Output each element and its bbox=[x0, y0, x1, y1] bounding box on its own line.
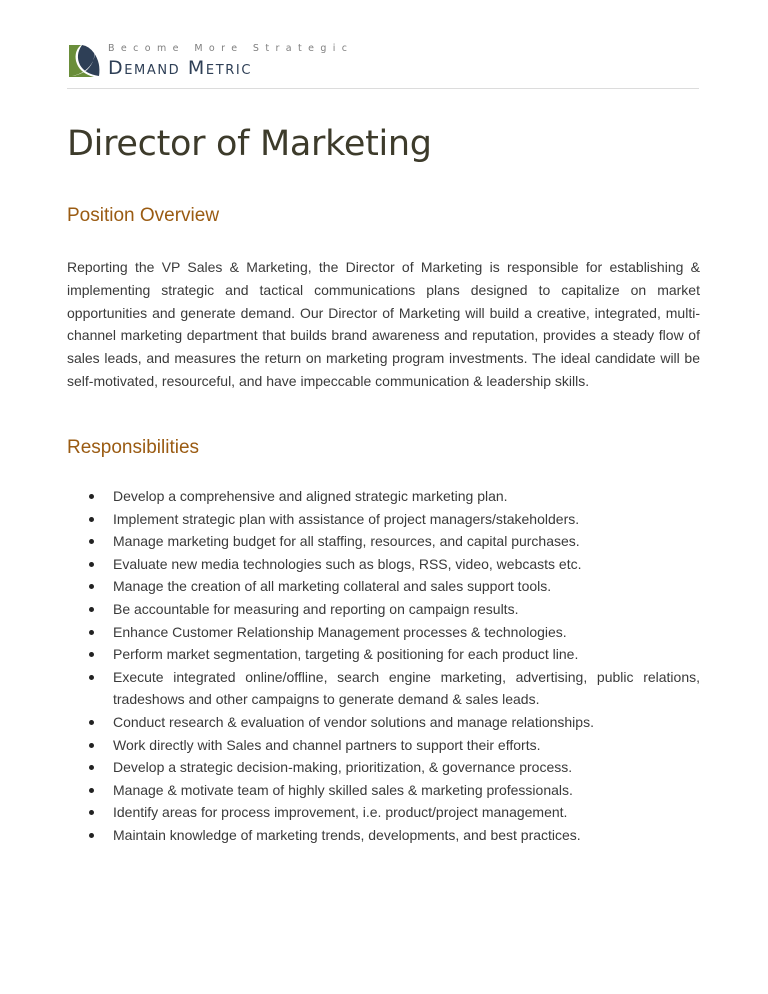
bullet-icon bbox=[89, 494, 94, 499]
bullet-icon bbox=[89, 810, 94, 815]
position-overview-text: Reporting the VP Sales & Marketing, the Director of Marketing is responsible for establishing & implementing strategic and tactical communications plans designed to capitalize on market opportunities and generate demand. Our Director of Marketing will build a creative, integrated, multi-channel marketing department that builds brand awareness and reputation, provides a steady flow of sales leads, and measures the return on marketing program investments. The ideal candidate will be self-motivated, resourceful, and have impeccable communication & leadership skills. bbox=[67, 259, 700, 389]
brand-name: Demand Metric bbox=[108, 57, 253, 79]
list-item bbox=[67, 508, 700, 531]
list-item-text: Evaluate new media technologies such as blogs, RSS, video, webcasts etc. bbox=[113, 555, 582, 572]
list-item-text: Enhance Customer Relationship Management processes & technologies. bbox=[113, 623, 567, 640]
bullet-icon bbox=[89, 652, 94, 657]
responsibilities-list bbox=[67, 485, 700, 847]
bullet-icon bbox=[89, 630, 94, 635]
header-divider bbox=[67, 88, 699, 89]
bullet-icon bbox=[89, 675, 94, 680]
list-item bbox=[67, 598, 700, 621]
bullet-icon bbox=[89, 720, 94, 725]
bullet-icon bbox=[89, 765, 94, 770]
list-item bbox=[67, 553, 700, 576]
list-item-text: Conduct research & evaluation of vendor solutions and manage relationships. bbox=[113, 713, 594, 730]
list-item-text: Perform market segmentation, targeting & positioning for each product line. bbox=[113, 646, 579, 663]
bullet-icon bbox=[89, 584, 94, 589]
list-item bbox=[67, 621, 700, 644]
bullet-icon bbox=[89, 833, 94, 838]
tagline: Become More Strategic bbox=[108, 43, 354, 54]
list-item-text: Execute integrated online/offline, search engine marketing, advertising, public relations, tradeshows and other campaigns to generate demand & sales leads. bbox=[113, 668, 700, 708]
list-item-text: Manage the creation of all marketing collateral and sales support tools. bbox=[113, 578, 552, 595]
page-title: Director of Marketing bbox=[67, 124, 432, 164]
list-item-text: Identify areas for process improvement, i.e. product/project management. bbox=[113, 804, 568, 821]
list-item bbox=[67, 666, 700, 711]
list-item bbox=[67, 824, 700, 847]
list-item-text: Be accountable for measuring and reporting on campaign results. bbox=[113, 600, 519, 617]
bullet-icon bbox=[89, 607, 94, 612]
list-item-text: Develop a strategic decision-making, prioritization, & governance process. bbox=[113, 759, 573, 776]
list-item bbox=[67, 530, 700, 553]
position-overview-heading: Position Overview bbox=[67, 205, 220, 226]
responsibilities-heading: Responsibilities bbox=[67, 437, 200, 458]
list-item bbox=[67, 801, 700, 824]
bullet-icon bbox=[89, 562, 94, 567]
bullet-icon bbox=[89, 517, 94, 522]
demand-metric-logo-icon bbox=[67, 43, 101, 79]
list-item bbox=[67, 756, 700, 779]
list-item bbox=[67, 734, 700, 757]
list-item-text: Develop a comprehensive and aligned strategic marketing plan. bbox=[113, 488, 508, 504]
list-item-text: Maintain knowledge of marketing trends, developments, and best practices. bbox=[113, 826, 581, 843]
bullet-icon bbox=[89, 788, 94, 793]
list-item bbox=[67, 575, 700, 598]
document-header bbox=[67, 40, 699, 92]
list-item bbox=[67, 711, 700, 734]
list-item bbox=[67, 643, 700, 666]
list-item-text: Implement strategic plan with assistance of project managers/stakeholders. bbox=[113, 510, 580, 527]
list-item-text: Manage & motivate team of highly skilled sales & marketing professionals. bbox=[113, 781, 573, 798]
list-item bbox=[67, 779, 700, 802]
list-item-text: Manage marketing budget for all staffing, resources, and capital purchases. bbox=[113, 533, 580, 550]
list-item-text: Work directly with Sales and channel partners to support their efforts. bbox=[113, 736, 541, 753]
list-item bbox=[67, 485, 700, 508]
bullet-icon bbox=[89, 539, 94, 544]
bullet-icon bbox=[89, 743, 94, 748]
